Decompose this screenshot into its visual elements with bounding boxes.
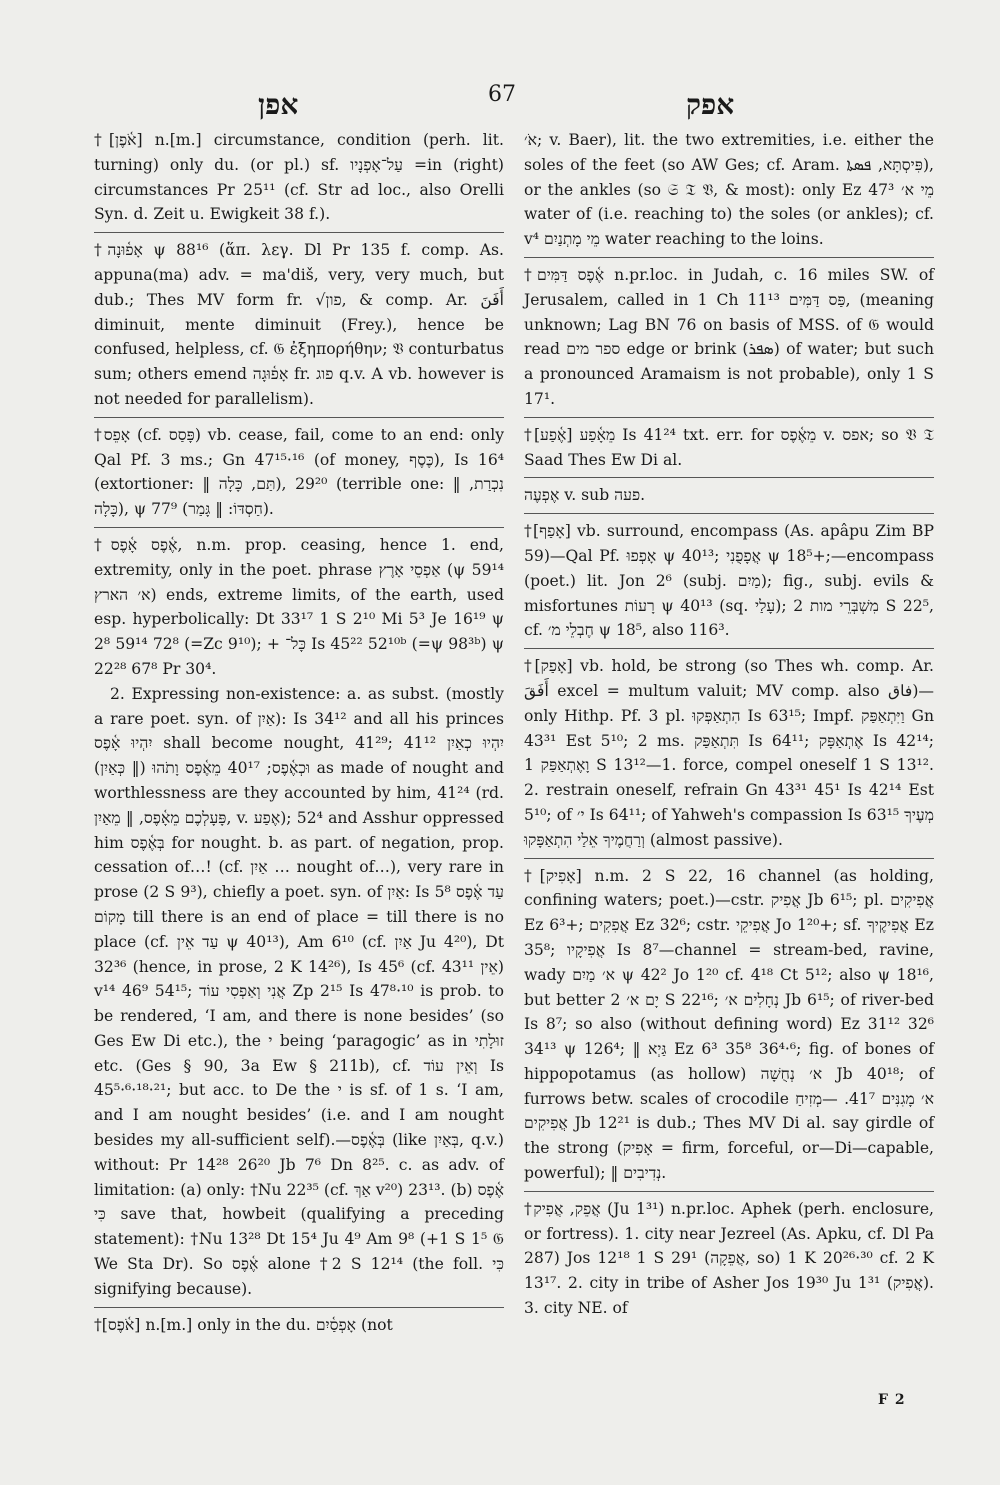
dictionary-entry [524,1197,934,1321]
entry-paragraph: †[אֶ֫פַע] מֵאָ֫פַע Is 41²⁴ txt. err. for מֵאֶ֫פֶס v. אפס; so 𝔙 𝔗 Saad Thes Ew Di al. [524,425,934,469]
entry-separator [94,232,504,233]
running-headword-left: אפן [258,88,299,121]
dictionary-entry [524,519,934,643]
entry-separator [524,417,934,418]
entry-separator [524,513,934,514]
dictionary-entry [94,128,504,227]
dictionary-entry [94,423,504,522]
dictionary-entry [524,263,934,412]
entry-separator [94,1307,504,1308]
entry-paragraph: †אָפ֫וּנָה ψ 88¹⁶ (ἅπ. λεγ. Dl Pr 135 f. comp. As. appuna(ma) adv. = ma'diš, very, very much, but dub.; Thes MV form fr. √פון, & comp. Ar. أَفَنَ diminuit, mente diminuit (Frey.), hence be confused, helpless, cf. 𝔊 ἐξηπορήθην; 𝔙 conturbatus sum; others emend אָפ֫וּגָה fr. פוג q.v. A vb. however is not needed for parallelism). [94,241,504,408]
left-column [94,128,504,1341]
entry-separator [524,477,934,478]
dictionary-entry [524,128,934,252]
dictionary-entry [524,864,934,1186]
entry-paragraph: †אֶ֫פֶס אָ֫פֶס, n.m. prop. ceasing, hence 1. end, extremity, only in the poet. phrase אַפְסֵי אָרֶץ (ψ 59¹⁴ א׳ הארץ) ends, extreme limits, of the earth, used esp. hyperbolically: Dt 33¹⁷ 1 S 2¹⁰ Mi 5³ Je 16¹⁹ ψ 2⁸ 59¹⁴ 72⁸ (=Zc 9¹⁰); + כָּל־ Is 45²² 52¹⁰ᵇ (=ψ 98³ᵇ) ψ 22²⁸ 67⁸ Pr 30⁴. [94,535,505,678]
entry-paragraph: אֹ׳; v. Baer), lit. the two extremities, i.e. either the soles of the feet (so AW Ges; cf. Aram. פִּיסְתָּא, ܦܣܬܐ), or the ankles (so 𝔖 𝔗 𝔙, & most): only Ez 47³ מֵי א׳ water of (i.e. reaching to) the soles (or ankles); cf. v⁴ מֵי מָתְנַיִם water reaching to the loins. [524,131,934,249]
dictionary-entry [94,1313,504,1338]
entry-paragraph: †אֲפֵק, אֲפִיק (Ju 1³¹) n.pr.loc. Aphek (perh. enclosure, or fortress). 1. city near Jezreel (As. Apku, cf. Dl Pa 287) Jos 12¹⁸ 1 S 29¹ (אֲפֵקָה, so) 1 K 20²⁶·³⁰ cf. 2 K 13¹⁷. 2. city in tribe of Asher Jos 19³⁰ Ju 1³¹ (אֲפִיק). 3. city NE. of [524,1199,935,1318]
dictionary-entry [94,533,504,1302]
right-column [524,128,934,1325]
entry-separator [524,858,934,859]
entry-separator [94,527,504,528]
dictionary-entry [524,423,934,473]
dictionary-entry [524,483,934,508]
entry-paragraph: †אֶ֫פֶס דַּמִּים n.pr.loc. in Judah, c. 16 miles SW. of Jerusalem, called in 1 Ch 11¹³ פַּס דַּמִּים, (meaning unknown; Lag BN 76 on basis of MSS. of 𝔊 would read ספר מים edge or brink (ܣܦܪ) of water; but such a pronounced Aramaism is not probable), only 1 S 17¹. [524,265,935,408]
entry-paragraph: 2. Expressing non-existence: a. as subst. (mostly a rare poet. syn. of אַיִן): Is 34¹² and all his princes יִהְיוּ אָ֫פֶס shall become nought, 41²⁹; 41¹² יִהְיוּ כְאַיִן וּכְאֶ֫פֶס; 40¹⁷ מֵאֶ֫פֶס וָתֹהוּ (‖ כְּאַיִן) as made of nought and worthlessness are they accounted by him, 41²⁴ (rd. פָּעָלְכֶם מֵאָ֫פֶס, ‖ מֵאַיִן, v. אֶפַע); 52⁴ and Asshur oppressed him בְּאֶ֫פֶס for nought. b. as part. of negation, prop. cessation of…! (cf. אַיִן … nought of…), very rare in prose (2 S 9³), chiefly a poet. syn. of אַיִן: Is 5⁸ עַד אֶ֫פֶס מָקוֹם till there is an end of place = till there is no place (cf. עַד אֵין ψ 40¹³), Am 6¹⁰ (cf. אַיִן Ju 4²⁰), Dt 32³⁶ (hence, in prose, 2 K 14²⁶), Is 45⁶ (cf. אֵין 43¹¹) v¹⁴ 46⁹ 54¹⁵; אֲנִי וְאַפְסִי עוֹד Zp 2¹⁵ Is 47⁸·¹⁰ is prob. to be rendered, ‘I am, and there is none besides’ (so Ges Ew Di etc.), the י being ‘paragogic’ as in זוּלָתִי etc. (Ges § 90, 3a Ew § 211b), cf. וְאֵין עוֹד Is 45⁵·⁶·¹⁸·²¹; but acc. to De the י is sf. of 1 s. ‘I am, and I am nought besides’ (i.e. and I am nought besides my all-sufficient self).—בְּאֶ֫פֶס (like בְּאַיִן, q.v.) without: Pr 14²⁸ 26²⁰ Jb 7⁶ Dn 8²⁵. c. as adv. of limitation: (a) only: †Nu 22³⁵ (cf. אַךְ v²⁰) 23¹³. (b) אֶ֫פֶס כִּי save that, howbeit (qualifying a preceding statement): †Nu 13²⁸ Dt 15⁴ Ju 4⁹ Am 9⁸ (+1 S 1⁵ 𝔊 We Sta Dr). So אֶ֫פֶס alone †2 S 12¹⁴ (the foll. כִּי signifying because). [94,684,505,1298]
entry-paragraph: אֶפְעֶה v. sub פעה. [524,486,646,505]
page-number: 67 [488,82,516,107]
entry-paragraph: †[אָפַף] vb. surround, encompass (As. apâpu Zim BP 59)—Qal Pf. אָפְפוּ ψ 40¹³; אֲפָפֻנִי ψ 18⁵+;—encompass (poet.) lit. Jon 2⁶ (subj. מַיִם); fig., subj. evils & misfortunes רָעוֹת ψ 40¹³ (sq. עָלַי); מִשְׁבְּרֵי מות 2 S 22⁵, cf. חֶבְלֵי מ׳ ψ 18⁵, also 116³. [524,522,934,640]
entry-paragraph: †[אָפַק] vb. hold, be strong (so Thes wh. comp. Ar. أَفَقَ excel = multum valuit; MV comp. also فاق)—only Hithp. Pf. 3 pl. הִתְאַפְּקוּ Is 63¹⁵; Impf. וַיִּתְאַפַּק Gn 43³¹ Est 5¹⁰; 2 ms. תִּתְאַפַּק Is 64¹¹; אֶתְאַפָּק Is 42¹⁴; וָאֶתְאַפַּק 1 S 13¹²—1. force, compel oneself 1 S 13¹². 2. restrain oneself, refrain Gn 43³¹ 45¹ Is 42¹⁴ Est 5¹⁰; of י׳ Is 64¹¹; of Yahweh's compassion Is 63¹⁵ מְעֶיךָ וְרַחֲמֶיךָ אֵלַי הִתְאַפָּקוּ (almost passive). [524,657,934,849]
entry-paragraph: †[אָפִיק] n.m. 2 S 22, 16 channel (as holding, confining waters; poet.)—cstr. אֲפִיק Jb 6¹⁵; pl. אֲפִיקִים Ez 6³+; אֲפִקִים Ez 32⁶; cstr. אֲפִיקֵי Jo 1²⁰+; sf. אֲפִיקֶיךָ Ez 35⁸; אֲפִיקָיו Is 8⁷—channel = stream-bed, ravine, wady א׳ מַיִם ψ 42² Jo 1²⁰ cf. 4¹⁸ Ct 5¹²; also ψ 18¹⁶, but better יָם א׳ 2 S 22¹⁶; נְחָלִים א׳ Jb 6¹⁵; of river-bed Is 8⁷; so also (without defining word) Ez 31¹² 32⁶ 34¹³ ψ 126⁴; ‖ גַּיְא Ez 6³ 35⁸ 36⁴·⁶; fig. of bones of hippopotamus (as hollow) א׳ נְחֻשָׁה Jb 40¹⁸; of furrows betw. scales of crocodile א׳ מָגִנִּים 41⁷. —מְזִיחַ אֲפִיקִים Jb 12²¹ is dub.; Thes MV Di al. say girdle of the strong (אָפִיק = firm, forceful, or—Di—capable, powerful); ‖ נְדִיבִים. [524,866,935,1183]
entry-paragraph: †אָפֵס (cf. פָּסַס) vb. cease, fail, come to an end: only Qal Pf. 3 ms.; Gn 47¹⁵·¹⁶ (of money, כֶּסֶף), Is 16⁴ (extortioner: ‖ תַּם, כָּלָה), 29²⁰ (terrible one: ‖ נִכְרַת, כָּלָה), ψ 77⁹ (חַסְדּוֹ: ‖ גָּמַר). [94,425,505,519]
entry-paragraph: †[אֹ֫פֶס] n.[m.] only in the du. אָפְסַ֫יִם (not [94,1315,393,1334]
signature-mark: F 2 [878,1392,906,1408]
running-header [0,82,1000,122]
dictionary-entry [524,654,934,852]
entry-separator [524,1191,934,1192]
entry-paragraph: †[אֹ֫פֶן] n.[m.] circumstance, condition (perh. lit. turning) only du. (or pl.) sf. עַל־אָפְנָיו =in (right) circumstances Pr 25¹¹ (cf. Str ad loc., also Orelli Syn. d. Zeit u. Ewigkeit 38 f.). [94,131,504,224]
dictionary-entry [94,238,504,412]
entry-separator [94,417,504,418]
entry-separator [524,257,934,258]
entry-separator [524,648,934,649]
running-headword-right: אפק [686,88,735,121]
